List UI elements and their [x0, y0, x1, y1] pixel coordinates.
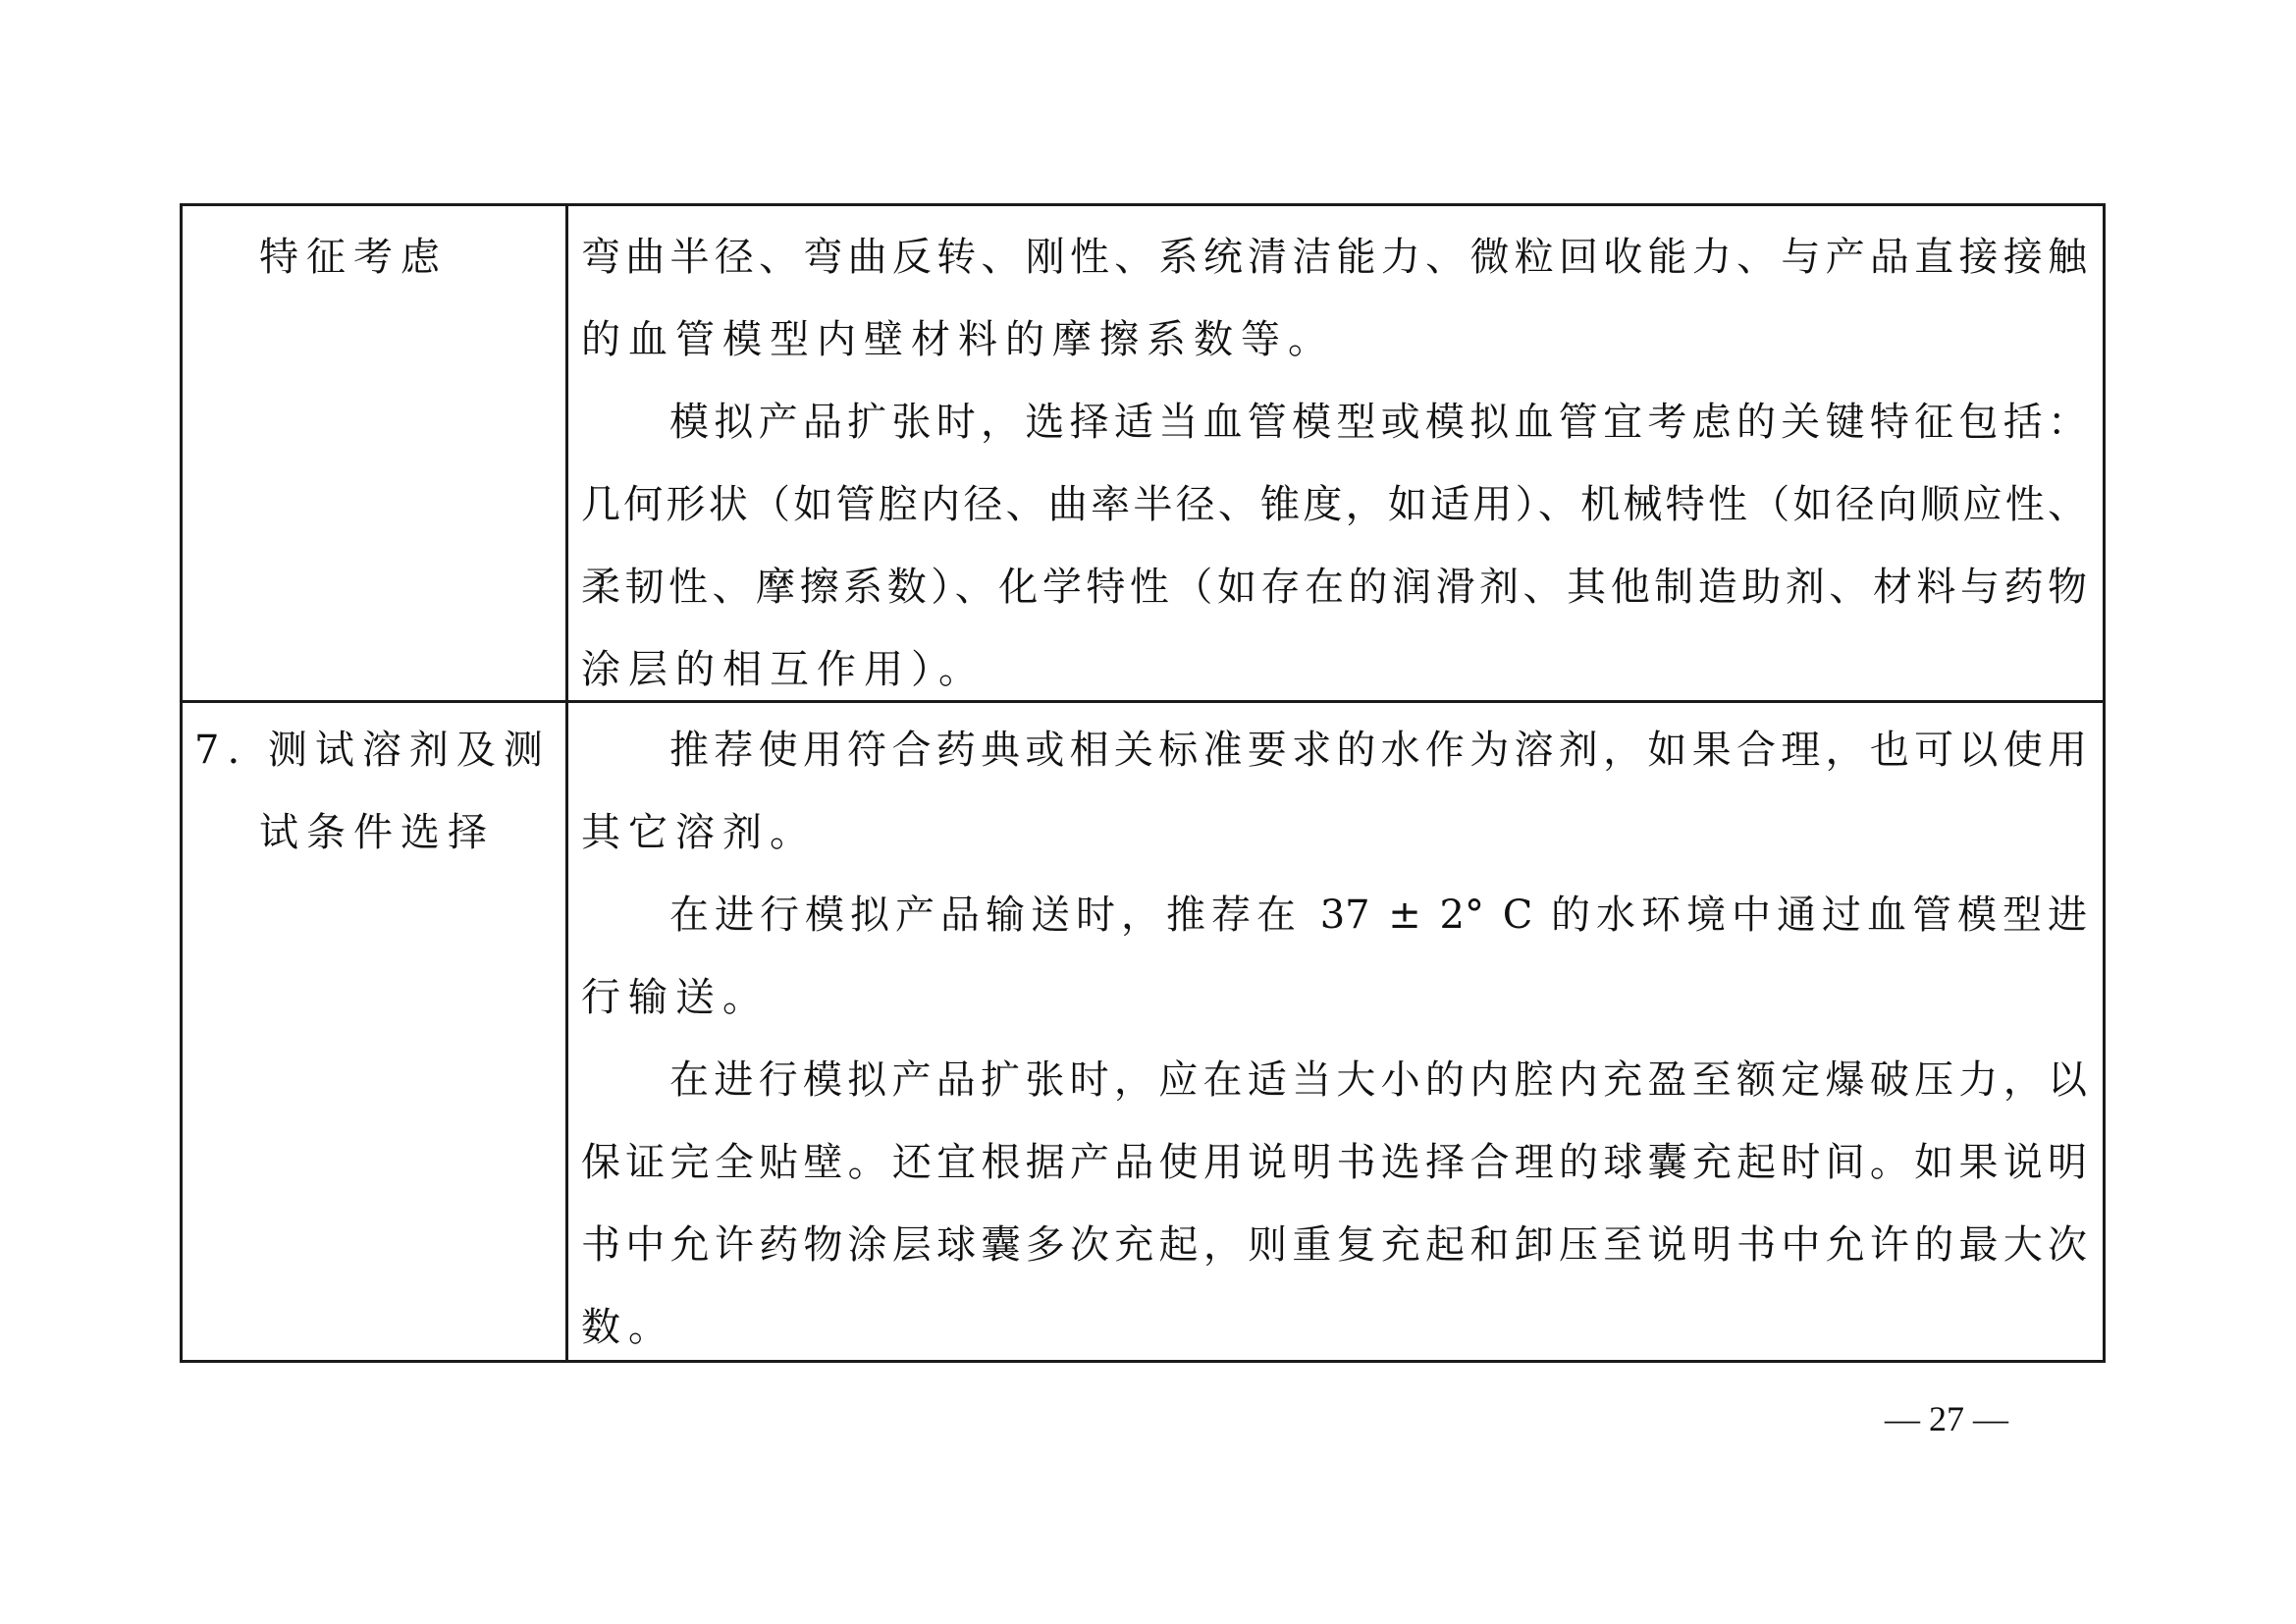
content-line: 涂层的相互作用）。 [581, 647, 986, 692]
row-label: 特征考虑 [259, 235, 448, 280]
content-line: 其它溶剂。 [581, 810, 817, 855]
content-line: 弯曲半径、弯曲反转、刚性、系统清洁能力、微粒回收能力、与产品直接接触 [581, 235, 2087, 280]
content-line: 的血管模型内壁材料的摩擦系数等。 [581, 317, 1335, 362]
row-content-cell [568, 703, 2103, 1360]
row-content-cell [568, 206, 2103, 700]
table-row [183, 700, 2103, 1360]
table-row [183, 206, 2103, 700]
page-number: — 27 — [1885, 1399, 2008, 1438]
content-line: 数。 [581, 1305, 675, 1350]
row-label: 7. 测试溶剂及测 [194, 728, 551, 773]
content-line: 推荐使用符合药典或相关标准要求的水作为溶剂，如果合理，也可以使用 [669, 728, 2087, 773]
content-line: 保证完全贴壁。还宜根据产品使用说明书选择合理的球囊充起时间。如果说明 [581, 1140, 2087, 1185]
content-line: 在进行模拟产品扩张时，应在适当大小的内腔内充盈至额定爆破压力，以 [669, 1057, 2087, 1103]
content-line: 书中允许药物涂层球囊多次充起，则重复充起和卸压至说明书中允许的最大次 [581, 1222, 2087, 1268]
content-line: 模拟产品扩张时，选择适当血管模型或模拟血管宜考虑的关键特征包括： [669, 400, 2087, 445]
row-label: 试条件选择 [259, 810, 495, 855]
requirements-table [180, 203, 2106, 1363]
row-label-cell [183, 206, 568, 700]
row-label-cell [183, 703, 568, 1360]
content-line: 在进行模拟产品输送时，推荐在 37 ± 2° C 的水环境中通过血管模型进 [669, 893, 2087, 938]
content-line: 行输送。 [581, 975, 770, 1020]
content-line: 柔韧性、摩擦系数）、化学特性（如存在的润滑剂、其他制造助剂、材料与药物 [581, 565, 2087, 610]
content-line: 几何形状（如管腔内径、曲率半径、锥度，如适用）、机械特性（如径向顺应性、 [581, 482, 2087, 527]
